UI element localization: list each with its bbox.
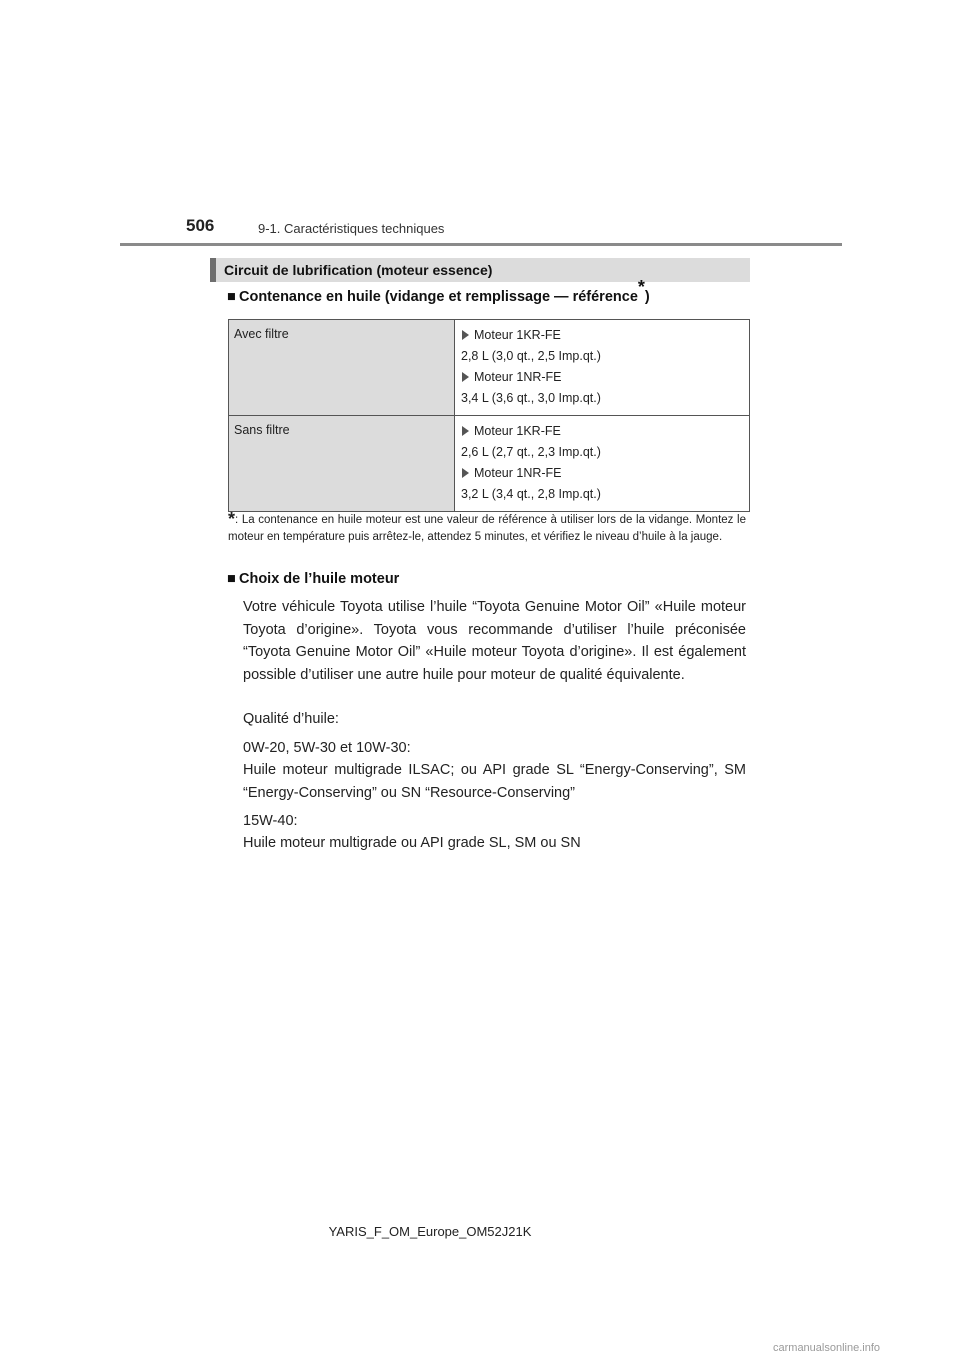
engine-capacity: 3,2 L (3,4 qt., 2,8 Imp.qt.) (461, 487, 601, 501)
row-values (455, 320, 750, 416)
capacity-heading-end: ) (644, 289, 650, 305)
watermark: carmanualsonline.info (773, 1342, 881, 1354)
row-label: Avec filtre (229, 320, 455, 416)
engine-name: Moteur 1NR-FE (474, 370, 562, 384)
list-item (461, 463, 743, 484)
header-rule (120, 243, 842, 246)
oil-choice-heading (227, 571, 399, 587)
footer (0, 1224, 960, 1239)
right-triangle-icon (462, 330, 469, 340)
list-item (461, 421, 743, 442)
page-number: 506 (186, 216, 215, 235)
grade-title: 15W-40: (243, 813, 298, 829)
table-row (229, 320, 750, 416)
engine-capacity: 3,4 L (3,6 qt., 3,0 Imp.qt.) (461, 391, 601, 405)
footnote (228, 509, 746, 546)
engine-name: Moteur 1KR-FE (474, 424, 561, 438)
engine-name: Moteur 1KR-FE (474, 328, 561, 342)
section-heading: Circuit de lubrification (moteur essence) (210, 258, 750, 282)
grade-text: Huile moteur multigrade ou API grade SL, SM ou SN (243, 835, 581, 851)
grade-title: 0W-20, 5W-30 et 10W-30: (243, 740, 411, 756)
table-row (229, 416, 750, 512)
footnote-asterisk: * (228, 509, 236, 529)
asterisk-mark: * (637, 277, 645, 298)
black-square-icon: ■ (227, 571, 236, 587)
oil-choice-intro: Votre véhicule Toyota utilise l’huile “Toyota Genuine Motor Oil” «Huile moteur Toyota d’origine». Toyota vous recommande d’utiliser l’huile préconisée “Toyota Genuine Motor Oil” «Huile moteur Toyota d’origine». Il est également possible d’utiliser une autre huile pour moteur de qualité équivalente. (243, 599, 746, 683)
capacity-heading (227, 277, 650, 305)
doc-code: YARIS_F_OM_Europe_OM52J21K (328, 1224, 532, 1239)
list-item (461, 325, 743, 346)
capacity-heading-text: Contenance en huile (vidange et remplissage — référence (239, 289, 638, 305)
oil-quality-label: Qualité d’huile: (243, 711, 339, 727)
footnote-text: : La contenance en huile moteur est une valeur de référence à utiliser lors de la vidange. Montez le moteur en température puis arrêtez-le, attendez 5 minutes, et vérifiez le niveau d’huile à la jauge. (228, 514, 746, 543)
row-label: Sans filtre (229, 416, 455, 512)
engine-capacity: 2,8 L (3,0 qt., 2,5 Imp.qt.) (461, 349, 601, 363)
right-triangle-icon (462, 468, 469, 478)
right-triangle-icon (462, 426, 469, 436)
oil-capacity-table (228, 319, 750, 512)
engine-name: Moteur 1NR-FE (474, 466, 562, 480)
right-triangle-icon (462, 372, 469, 382)
black-square-icon: ■ (227, 289, 236, 305)
list-item (461, 367, 743, 388)
grade-text: Huile moteur multigrade ILSAC; ou API grade SL “Energy-Conserving”, SM “Energy-Conserving” ou SN “Resource-Conserving” (243, 762, 746, 801)
row-values (455, 416, 750, 512)
oil-choice-heading-text: Choix de l’huile moteur (239, 571, 400, 587)
chapter-title: 9-1. Caractéristiques techniques (258, 221, 445, 236)
engine-capacity: 2,6 L (2,7 qt., 2,3 Imp.qt.) (461, 445, 601, 459)
